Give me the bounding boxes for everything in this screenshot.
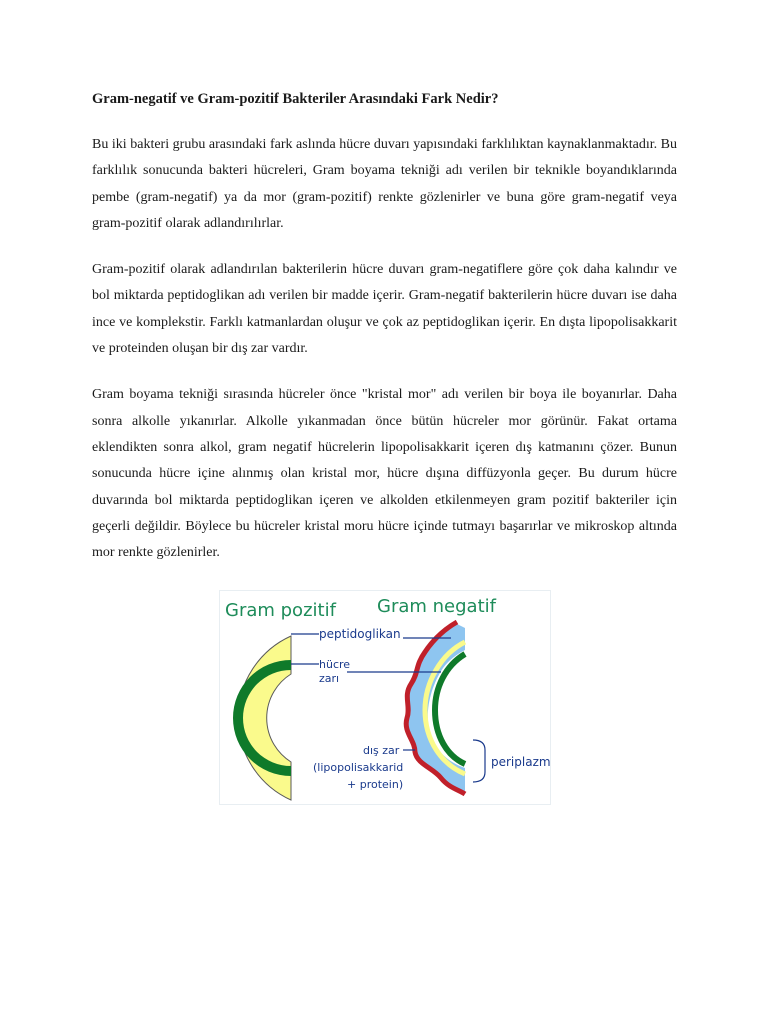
gram-negative-label: Gram negatif — [377, 596, 496, 617]
outer-membrane-label-line2: (lipopolisakkarid — [313, 761, 404, 774]
periplasm-label: periplazm — [491, 755, 551, 769]
outer-membrane-label-line3: + protein) — [347, 778, 404, 791]
gram-wall-figure — [219, 590, 551, 805]
document-title: Gram-negatif ve Gram-pozitif Bakteriler Arasındaki Fark Nedir? — [92, 91, 499, 107]
paragraph-wall-structure: Gram-pozitif olarak adlandırılan bakterilerin hücre duvarı gram-negatiflere göre çok daha kalındır ve bol miktarda peptidoglikan adı verilen bir madde içerir. Gram-negatif bakterilerin hücre duvarı ise daha ince ve komplekstir. Farklı katmanlardan oluşur ve çok az peptidoglikan içerir. En dışta lipopolisakkarit ve proteinden oluşan bir dış zar vardır. — [92, 262, 677, 357]
membrane-label-line2: zarı — [319, 672, 340, 685]
gram-positive-label: Gram pozitif — [225, 600, 336, 621]
membrane-label-line1: hücre — [319, 658, 351, 671]
peptidoglycan-label: peptidoglikan — [319, 627, 401, 641]
document-page — [92, 86, 677, 586]
paragraph-staining: Gram boyama tekniği sırasında hücreler önce "kristal mor" adı verilen bir boya ile boyanırlar. Daha sonra alkolle yıkanırlar. Alkolle yıkanmadan önce bütün hücreler mor görünür. Fakat ortama eklendikten sonra alkol, gram negatif hücrelerin lipopolisakkarit içeren dış katmanını çözer. Bunun sonucunda hücre içine alınmış olan kristal mor, hücre dışına diffüzyonla geçer. Bu durum hücre duvarında bol miktarda peptidoglikan içeren ve alkolden etkilenmeyen gram pozitif bakteriler için geçerli değildir. Böylece bu hücreler kristal moru hücre içinde tutmayı başarırlar ve mikroskop altında mor renkte gözlenirler. — [92, 387, 677, 561]
outer-membrane-label-line1: dış zar — [363, 744, 400, 757]
paragraph-intro: Bu iki bakteri grubu arasındaki fark aslında hücre duvarı yapısındaki farklılıktan kaynaklanmaktadır. Bu farklılık sonucunda bakteri hücreleri, Gram boyama tekniği adı verilen bir teknikle boyandıklarında pembe (gram-negatif) ya da mor (gram-pozitif) renkte gözlenirler ve buna göre gram-negatif veya gram-pozitif olarak adlandırılırlar. — [92, 137, 677, 231]
